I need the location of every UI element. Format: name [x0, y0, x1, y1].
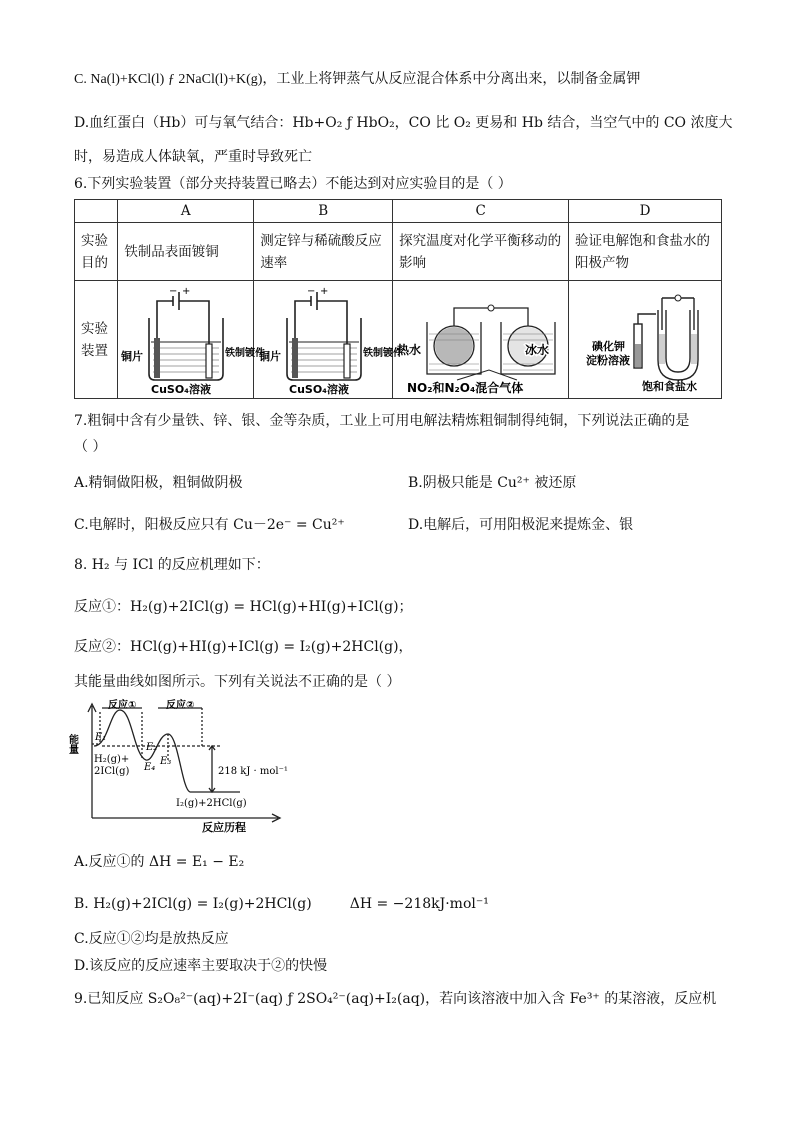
q6-stem: 6.下列实验装置（部分夹持装置已略去）不能达到对应实验目的是（ ） [74, 176, 512, 192]
e3-label: E₃ [160, 756, 172, 767]
q8-option-b [74, 894, 489, 914]
fig-b-left-label: 铜片 [259, 349, 282, 363]
temperature-equilibrium-apparatus [397, 284, 565, 396]
stage-2-label: 反应② [166, 700, 195, 711]
energy-profile-diagram [66, 700, 288, 836]
minus-sign: − [168, 285, 178, 297]
fig-a-bottom-label: CuSO₄溶液 [150, 382, 211, 396]
q6-row-head-purpose: 实验目的 [75, 223, 118, 281]
electroplating-apparatus-a [120, 284, 265, 396]
q6-figure-b-cell [254, 281, 404, 399]
q8-stem: 8. H₂ 与 ICl 的反应机理如下： [74, 557, 270, 573]
q8-option-d: D.该反应的反应速率主要取决于②的快慢 [74, 958, 328, 974]
fig-a-right-label: 铁制镀件 [224, 347, 265, 359]
q6-table [74, 199, 722, 399]
fig-d-left-label-2: 淀粉溶液 [586, 353, 631, 367]
fig-d-left-label-1: 碘化钾 [592, 339, 626, 353]
q6-purpose-a: 铁制品表面镀铜 [118, 223, 254, 281]
q6-col-c: C [393, 200, 569, 223]
q6-figure-c-cell [393, 281, 569, 399]
q6-purpose-d: 验证电解饱和食盐水的阳极产物 [569, 223, 722, 281]
q6-header-row [75, 200, 722, 223]
q7-option-c: C.电解时，阳极反应只有 Cu－2e⁻ = Cu²⁺ [74, 517, 345, 533]
q6-col-b: B [254, 200, 393, 223]
q6-purpose-row [75, 223, 722, 281]
q8-reaction-2: 反应②：HCl(g)+HI(g)+ICl(g) = I₂(g)+2HCl(g)， [74, 639, 413, 655]
fig-d-bottom-label: 饱和食盐水 [642, 379, 698, 393]
q7-stem-line2: （ ） [74, 439, 107, 455]
q7-stem-line1: 7.粗铜中含有少量铁、锌、银、金等杂质，工业上可用电解法精炼粗铜制得纯铜，下列说法正确的是 [74, 413, 690, 429]
fig-c-left-label: 热水 [396, 342, 421, 357]
q5-option-d-line2: 时，易造成人体缺氧，严重时导致死亡 [74, 149, 312, 165]
electroplating-apparatus-b [257, 284, 404, 396]
q6-purpose-b: 测定锌与稀硫酸反应速率 [254, 223, 393, 281]
e1-label: E₁ [95, 732, 107, 743]
q6-col-a: A [118, 200, 254, 223]
reactant-label-1: H₂(g)+ [94, 754, 130, 765]
product-label: I₂(g)+2HCl(g) [176, 798, 247, 809]
q6-col-d: D [569, 200, 722, 223]
q8-option-b-equation: B. H₂(g)+2ICl(g) = I₂(g)+2HCl(g) [74, 896, 312, 912]
enthalpy-change-label: 218 kJ · mol⁻¹ [218, 766, 288, 777]
q8-option-b-enthalpy: ΔH = −218kJ·mol⁻¹ [349, 896, 489, 912]
q5-option-c-text: ，工业上将钾蒸气从反应混合体系中分离出来，以制备金属钾 [262, 71, 641, 87]
q9-stem: 9.已知反应 S₂O₈²⁻(aq)+2I⁻(aq) ƒ 2SO₄²⁻(aq)+I₂(aq)，若向该溶液中加入含 Fe³⁺ 的某溶液，反应机 [74, 991, 717, 1007]
q8-reaction-1: 反应①：H₂(g)+2ICl(g) = HCl(g)+HI(g)+ICl(g)； [74, 599, 413, 615]
e4-label: E₄ [144, 762, 156, 773]
q7-option-d: D.电解后，可用阳极泥来提炼金、银 [408, 517, 634, 533]
q6-figure-a-cell [118, 281, 265, 399]
minus-sign: − [307, 285, 316, 297]
e2-label: E₂ [146, 742, 158, 753]
q8-option-c: C.反应①②均是放热反应 [74, 931, 229, 947]
q6-corner [75, 200, 118, 223]
q8-option-a: A.反应①的 ΔH = E₁ − E₂ [74, 854, 245, 870]
q8-ask: 其能量曲线如图所示。下列有关说法不正确的是（ ） [74, 674, 401, 690]
q7-option-a: A.精铜做阳极，粗铜做阴极 [74, 475, 243, 491]
plus-sign: + [320, 285, 329, 297]
x-axis-label: 反应历程 [202, 821, 246, 834]
stage-1-label: 反应① [108, 700, 137, 711]
reactant-label-2: 2ICl(g) [94, 766, 130, 777]
q6-figure-d-cell [569, 281, 722, 399]
y-axis-label: 能量 [66, 734, 78, 754]
plus-sign: + [181, 285, 191, 297]
fig-b-bottom-label: CuSO₄溶液 [289, 382, 350, 396]
q5-option-c-equation: C. Na(l)+KCl(l) ƒ 2NaCl(l)+K(g) [74, 72, 263, 87]
electrolysis-u-tube-apparatus [572, 284, 718, 396]
fig-a-left-label: 铜片 [120, 349, 143, 363]
fig-c-right-label: 冰水 [524, 342, 549, 357]
q6-purpose-c: 探究温度对化学平衡移动的影响 [393, 223, 569, 281]
q7-option-b: B.阴极只能是 Cu²⁺ 被还原 [408, 475, 577, 491]
q5-option-c [74, 69, 640, 90]
q5-option-d-line1: D.血红蛋白（Hb）可与氧气结合：Hb+O₂ ƒ HbO₂，CO 比 O₂ 更易和 Hb 结合，当空气中的 CO 浓度大 [74, 115, 733, 131]
q6-apparatus-row [75, 281, 722, 399]
q6-row-head-apparatus: 实验装置 [75, 281, 118, 399]
fig-b-right-label: 铁制镀件 [363, 347, 404, 359]
fig-c-bottom-label: NO₂和N₂O₄混合气体 [406, 380, 523, 395]
